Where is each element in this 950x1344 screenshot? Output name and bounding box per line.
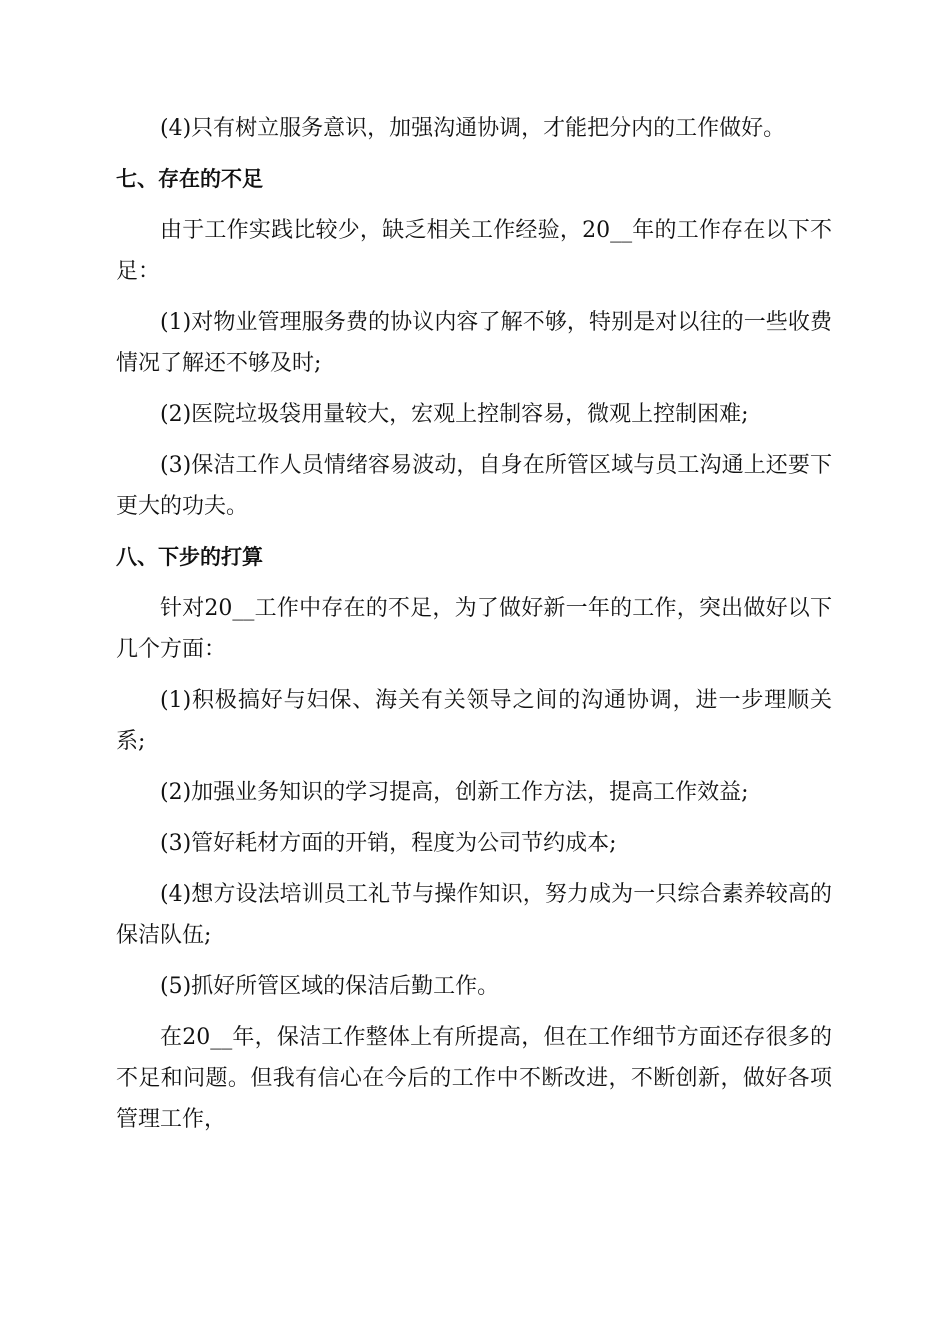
paragraph-plan-2: (2)加强业务知识的学习提高，创新工作方法，提高工作效益; <box>160 780 749 805</box>
paragraph-next-steps-intro: 针对20__工作中存在的不足，为了做好新一年的工作，突出做好以下几个方面： <box>116 596 832 662</box>
paragraph-plan-3: (3)管好耗材方面的开销，程度为公司节约成本; <box>160 831 617 856</box>
paragraph-plan-1: (1)积极搞好与妇保、海关有关领导之间的沟通协调，进一步理顺关系; <box>116 688 832 754</box>
paragraph-shortcoming-3: (3)保洁工作人员情绪容易波动，自身在所管区域与员工沟通上还要下更大的功夫。 <box>116 453 832 519</box>
document-body <box>116 108 832 1150</box>
paragraph-item-4-service: (4)只有树立服务意识，加强沟通协调，才能把分内的工作做好。 <box>160 116 786 141</box>
paragraph-shortcoming-2: (2)医院垃圾袋用量较大，宏观上控制容易，微观上控制困难; <box>160 402 749 427</box>
paragraph-shortcomings-intro: 由于工作实践比较少，缺乏相关工作经验，20__年的工作存在以下不足： <box>116 218 832 284</box>
section-heading-shortcomings: 七、存在的不足 <box>116 167 263 191</box>
section-heading-next-steps: 八、下步的打算 <box>116 545 263 569</box>
paragraph-plan-5: (5)抓好所管区域的保洁后勤工作。 <box>160 974 500 999</box>
paragraph-plan-4: (4)想方设法培训员工礼节与操作知识，努力成为一只综合素养较高的保洁队伍; <box>116 882 832 948</box>
paragraph-shortcoming-1: (1)对物业管理服务费的协议内容了解不够，特别是对以往的一些收费情况了解还不够及时; <box>116 310 832 376</box>
paragraph-conclusion: 在20__年，保洁工作整体上有所提高，但在工作细节方面还存很多的不足和问题。但我有信心在今后的工作中不断改进，不断创新，做好各项管理工作， <box>116 1025 832 1132</box>
